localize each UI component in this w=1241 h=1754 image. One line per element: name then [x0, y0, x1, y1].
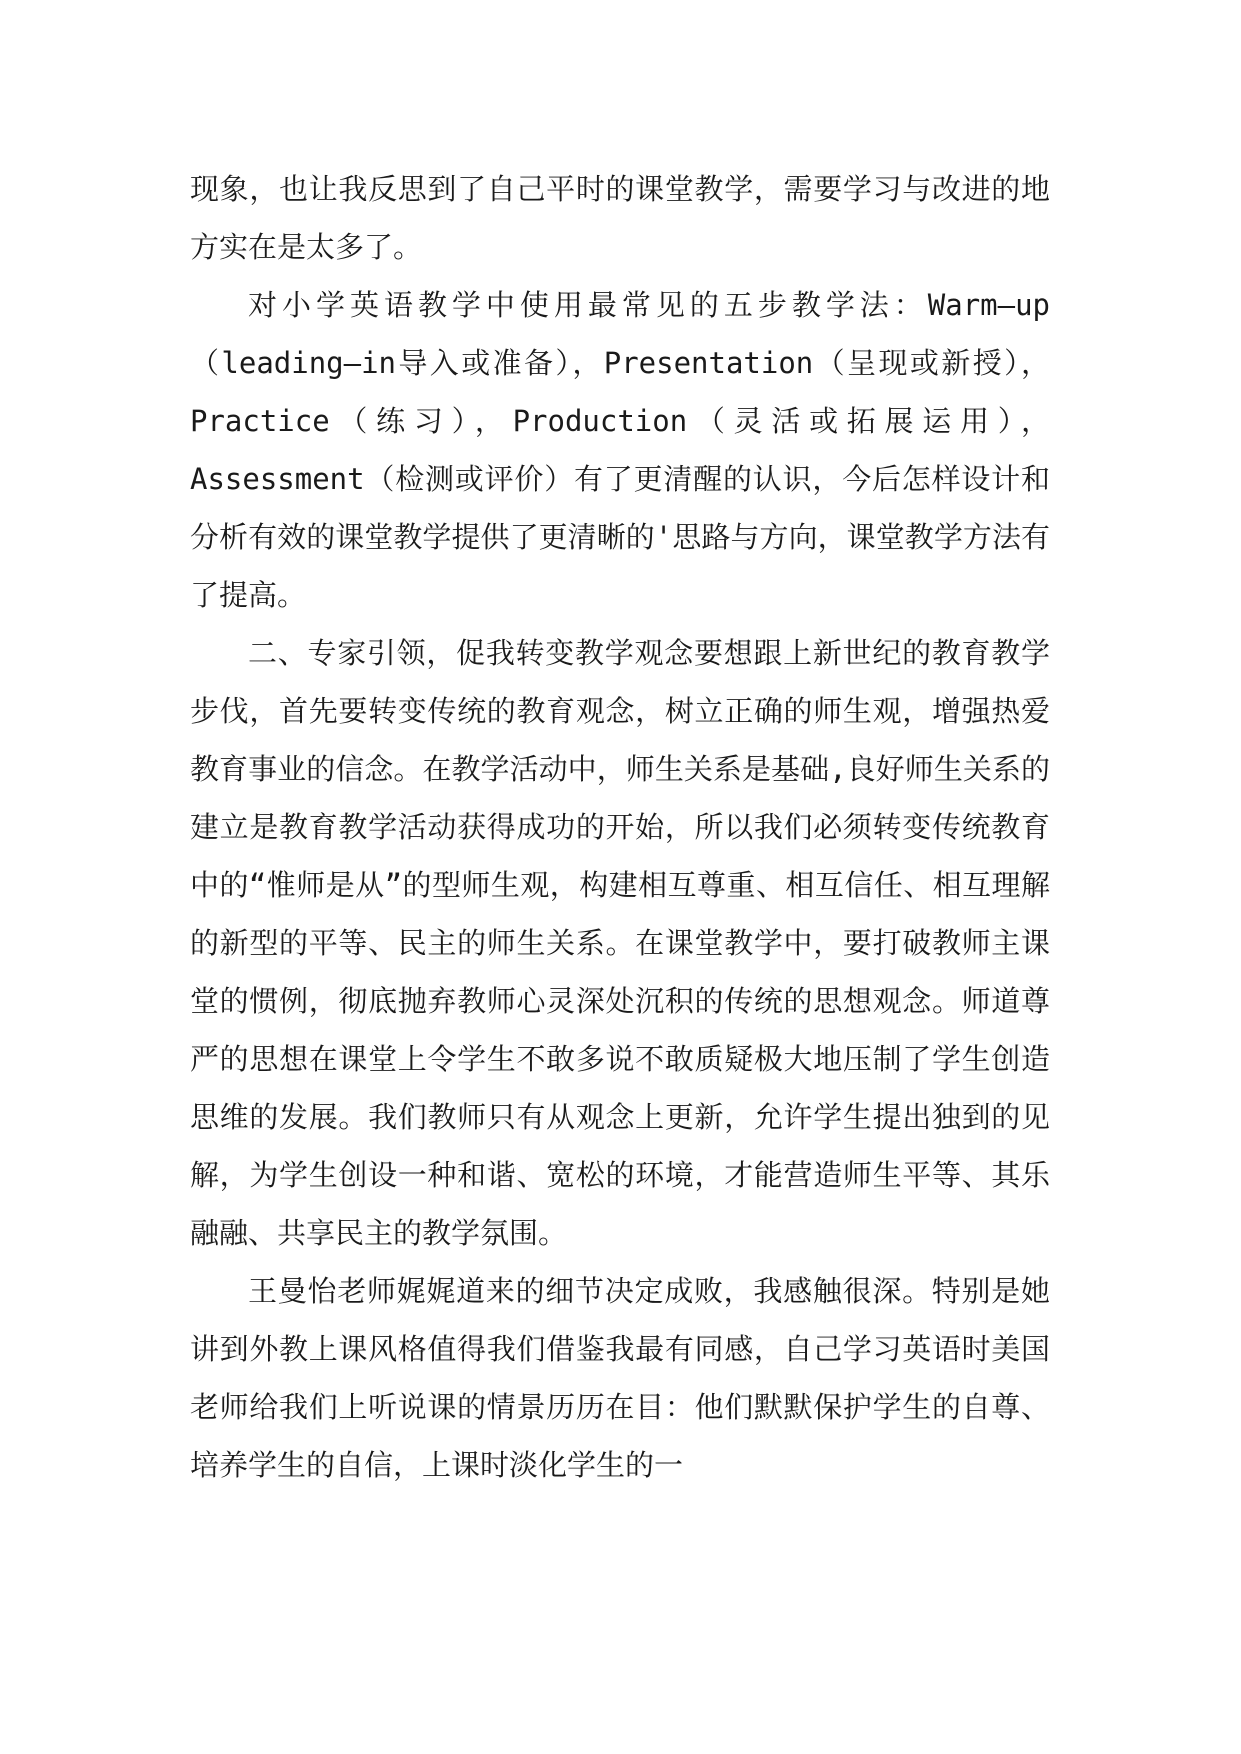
- paragraph-4: 王曼怡老师娓娓道来的细节决定成败，我感触很深。特别是她讲到外教上课风格值得我们借鉴我最有同感，自己学习英语时美国老师给我们上听说课的情景历历在目：他们默默保护学生的自尊、培养学生的自信，上课时淡化学生的一: [190, 1274, 1050, 1482]
- paragraph-2: 对小学英语教学中使用最常见的五步教学法：Warm—up（leading—in导入或准备），Presentation（呈现或新授），Practice（练习），Production（灵活或拓展运用），Assessment（检测或评价）有了更清醒的认识，今后怎样设计和分析有效的课堂教学提供了更清晰的'思路与方向，课堂教学方法有了提高。: [190, 288, 1050, 612]
- document-page: [190, 160, 1050, 1494]
- paragraph-3: 二、专家引领，促我转变教学观念要想跟上新世纪的教育教学步伐，首先要转变传统的教育观念，树立正确的师生观，增强热爱教育事业的信念。在教学活动中，师生关系是基础,良好师生关系的建立是教育教学活动获得成功的开始，所以我们必须转变传统教育中的“惟师是从”的型师生观，构建相互尊重、相互信任、相互理解的新型的平等、民主的师生关系。在课堂教学中，要打破教师主课堂的惯例，彻底抛弃教师心灵深处沉积的传统的思想观念。师道尊严的思想在课堂上令学生不敢多说不敢质疑极大地压制了学生创造思维的发展。我们教师只有从观念上更新，允许学生提出独到的见解，为学生创设一种和谐、宽松的环境，才能营造师生平等、其乐融融、共享民主的教学氛围。: [190, 636, 1050, 1250]
- paragraph-1: 现象，也让我反思到了自己平时的课堂教学，需要学习与改进的地方实在是太多了。: [190, 172, 1050, 264]
